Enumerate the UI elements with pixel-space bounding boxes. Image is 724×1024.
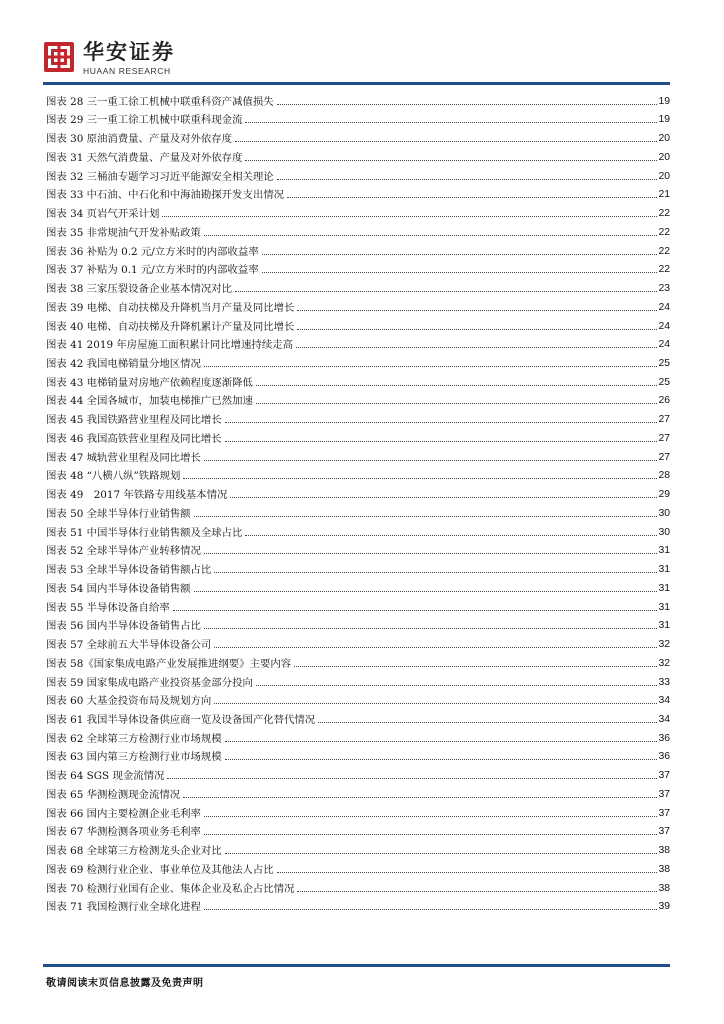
toc-dot-leader: [214, 571, 657, 573]
toc-entry[interactable]: [46, 445, 670, 464]
toc-dot-leader: [256, 684, 658, 686]
toc-entry-page-number[interactable]: 37: [658, 770, 670, 782]
toc-entry[interactable]: [46, 651, 670, 670]
toc-dot-leader: [204, 908, 658, 910]
toc-entry-page-number[interactable]: 39: [658, 901, 670, 913]
toc-entry[interactable]: [46, 276, 670, 295]
toc-entry-page-number[interactable]: 33: [658, 676, 670, 688]
toc-entry-label[interactable]: 图表 40 电梯、自动扶梯及升降机累计产量及同比增长: [46, 320, 295, 333]
toc-entry-label[interactable]: 图表 71 我国检测行业全球化进程: [46, 901, 201, 914]
toc-dot-leader: [194, 515, 658, 517]
toc-entry[interactable]: [46, 482, 670, 501]
toc-entry-page-number[interactable]: 24: [658, 339, 670, 351]
toc-entry[interactable]: [46, 689, 670, 708]
toc-entry[interactable]: [46, 595, 670, 614]
toc-entry[interactable]: [46, 670, 670, 689]
toc-entry-label[interactable]: 图表 49 2017 年铁路专用线基本情况: [46, 489, 228, 502]
toc-dot-leader: [167, 777, 657, 779]
toc-entry-page-number[interactable]: 27: [658, 451, 670, 463]
toc-dot-leader: [297, 309, 657, 311]
toc-entry[interactable]: [46, 126, 670, 145]
toc-entry-page-number[interactable]: 30: [658, 507, 670, 519]
toc-entry[interactable]: [46, 876, 670, 895]
toc-entry-label[interactable]: 图表 28 三一重工徐工机械中联重科资产减值损失: [46, 95, 274, 108]
toc-entry[interactable]: [46, 426, 670, 445]
logo-english-name: HUAAN RESEARCH: [83, 66, 171, 76]
toc-dot-leader: [194, 590, 658, 592]
toc-dot-leader: [204, 833, 658, 835]
logo-wordmark: [83, 40, 175, 77]
toc-entry-label[interactable]: 图表 59 国家集成电路产业投资基金部分投向: [46, 676, 253, 689]
toc-entry-label[interactable]: 图表 47 城轨营业里程及同比增长: [46, 451, 201, 464]
toc-entry-page-number[interactable]: 36: [658, 732, 670, 744]
toc-entry-page-number[interactable]: 20: [658, 151, 670, 163]
toc-entry[interactable]: [46, 314, 670, 333]
toc-entry-page-number[interactable]: 22: [658, 226, 670, 238]
toc-entry-label[interactable]: 图表 38 三家压裂设备企业基本情况对比: [46, 283, 233, 296]
toc-entry-label[interactable]: 图表 50 全球半导体行业销售额: [46, 507, 191, 520]
toc-entry[interactable]: [46, 801, 670, 820]
toc-entry[interactable]: [46, 407, 670, 426]
toc-dot-leader: [296, 346, 657, 348]
toc-entry[interactable]: [46, 632, 670, 651]
toc-entry[interactable]: [46, 539, 670, 558]
toc-entry[interactable]: [46, 838, 670, 857]
toc-entry[interactable]: [46, 389, 670, 408]
toc-entry-page-number[interactable]: 38: [658, 863, 670, 875]
toc-entry[interactable]: [46, 501, 670, 520]
toc-dot-leader: [297, 328, 657, 330]
toc-entry-label[interactable]: 图表 32 三桶油专题学习习近平能源安全相关理论: [46, 170, 274, 183]
toc-entry[interactable]: [46, 239, 670, 258]
toc-entry-page-number[interactable]: 32: [658, 657, 670, 669]
toc-entry-label[interactable]: 图表 52 全球半导体产业转移情况: [46, 545, 201, 558]
toc-entry[interactable]: [46, 258, 670, 277]
toc-entry-label[interactable]: 图表 62 全球第三方检测行业市场规模: [46, 732, 222, 745]
toc-entry-page-number[interactable]: 31: [658, 564, 670, 576]
toc-entry-label[interactable]: 图表 46 我国高铁营业里程及同比增长: [46, 432, 222, 445]
toc-entry-label[interactable]: 图表 36 补贴为 0.2 元/立方米时的内部收益率: [46, 245, 259, 258]
toc-entry-page-number[interactable]: 20: [658, 133, 670, 145]
toc-dot-leader: [245, 534, 657, 536]
disclaimer-note: 敬请阅读末页信息披露及免责声明: [46, 978, 204, 989]
toc-entry-page-number[interactable]: 37: [658, 788, 670, 800]
toc-entry-page-number[interactable]: 22: [658, 264, 670, 276]
toc-dot-leader: [204, 459, 658, 461]
toc-entry-label[interactable]: 图表 58《国家集成电路产业发展推进纲要》主要内容: [46, 657, 292, 670]
toc-dot-leader: [294, 665, 657, 667]
toc-entry-page-number[interactable]: 20: [658, 170, 670, 182]
page-header: [0, 0, 724, 88]
toc-entry[interactable]: [46, 745, 670, 764]
toc-dot-leader: [173, 609, 658, 611]
toc-dot-leader: [214, 702, 657, 704]
header-rule: [43, 82, 670, 85]
toc-entry[interactable]: [46, 164, 670, 183]
toc-entry-page-number[interactable]: 37: [658, 807, 670, 819]
toc-dot-leader: [183, 477, 657, 479]
toc-entry[interactable]: [46, 183, 670, 202]
toc-entry[interactable]: [46, 220, 670, 239]
toc-entry-label[interactable]: 图表 67 华测检测各项业务毛利率: [46, 826, 201, 839]
toc-entry-label[interactable]: 图表 48 “八横八纵”铁路规划: [46, 470, 181, 483]
toc-entry-label[interactable]: 图表 65 华测检测现金流情况: [46, 788, 181, 801]
toc-entry-label[interactable]: 图表 64 SGS 现金流情况: [46, 770, 165, 783]
toc-entry-label[interactable]: 图表 69 检测行业企业、事业单位及其他法人占比: [46, 863, 274, 876]
toc-entry-page-number[interactable]: 31: [658, 545, 670, 557]
toc-dot-leader: [214, 646, 657, 648]
toc-entry-page-number[interactable]: 23: [658, 283, 670, 295]
toc-entry-label[interactable]: 图表 33 中石油、中石化和中海油勘探开发支出情况: [46, 189, 285, 202]
toc-entry-label[interactable]: 图表 34 页岩气开采计划: [46, 208, 160, 221]
toc-entry[interactable]: [46, 89, 670, 108]
toc-entry-label[interactable]: 图表 66 国内主要检测企业毛利率: [46, 807, 201, 820]
toc-entry-label[interactable]: 图表 30 原油消费量、产量及对外依存度: [46, 133, 233, 146]
toc-entry-page-number[interactable]: 32: [658, 639, 670, 651]
toc-entry-page-number[interactable]: 24: [658, 301, 670, 313]
toc-dot-leader: [162, 215, 657, 217]
toc-entry[interactable]: [46, 820, 670, 839]
toc-dot-leader: [287, 196, 657, 198]
toc-entry-label[interactable]: 图表 60 大基金投资布局及规划方向: [46, 695, 212, 708]
toc-entry-label[interactable]: 图表 35 非常规油气开发补贴政策: [46, 226, 201, 239]
toc-entry-label[interactable]: 图表 68 全球第三方检测龙头企业对比: [46, 845, 222, 858]
toc-entry[interactable]: [46, 351, 670, 370]
toc-entry-page-number[interactable]: 28: [658, 470, 670, 482]
toc-dot-leader: [235, 140, 657, 142]
toc-entry-page-number[interactable]: 31: [658, 582, 670, 594]
toc-dot-leader: [277, 103, 658, 105]
toc-entry-page-number[interactable]: 36: [658, 751, 670, 763]
toc-entry[interactable]: [46, 370, 670, 389]
toc-entry[interactable]: [46, 464, 670, 483]
toc-entry[interactable]: [46, 763, 670, 782]
toc-entry[interactable]: [46, 707, 670, 726]
figure-index-list: [46, 89, 670, 913]
toc-entry-page-number[interactable]: 21: [658, 189, 670, 201]
toc-dot-leader: [183, 796, 657, 798]
toc-entry[interactable]: [46, 295, 670, 314]
toc-entry-page-number[interactable]: 22: [658, 245, 670, 257]
toc-entry[interactable]: [46, 782, 670, 801]
toc-entry-label[interactable]: 图表 54 国内半导体设备销售额: [46, 582, 191, 595]
toc-entry-page-number[interactable]: 19: [658, 95, 670, 107]
toc-entry-page-number[interactable]: 25: [658, 358, 670, 370]
toc-entry[interactable]: [46, 333, 670, 352]
toc-entry[interactable]: [46, 520, 670, 539]
toc-entry-page-number[interactable]: 38: [658, 845, 670, 857]
toc-entry-page-number[interactable]: 38: [658, 882, 670, 894]
toc-dot-leader: [297, 890, 657, 892]
toc-dot-leader: [204, 815, 658, 817]
toc-dot-leader: [256, 402, 658, 404]
toc-dot-leader: [245, 121, 657, 123]
toc-entry-page-number[interactable]: 31: [658, 620, 670, 632]
toc-dot-leader: [225, 852, 658, 854]
toc-dot-leader: [277, 871, 658, 873]
toc-entry[interactable]: [46, 726, 670, 745]
toc-entry-label[interactable]: 图表 44 全国各城市，加装电梯推广已然加速: [46, 395, 253, 408]
toc-entry-label[interactable]: 图表 57 全球前五大半导体设备公司: [46, 639, 212, 652]
toc-entry-label[interactable]: 图表 51 中国半导体行业销售额及全球占比: [46, 526, 243, 539]
toc-entry-label[interactable]: 图表 29 三一重工徐工机械中联重科现金流: [46, 114, 243, 127]
toc-entry-page-number[interactable]: 25: [658, 376, 670, 388]
toc-entry-page-number[interactable]: 27: [658, 432, 670, 444]
toc-entry-label[interactable]: 图表 37 补贴为 0.1 元/立方米时的内部收益率: [46, 264, 259, 277]
toc-entry-label[interactable]: 图表 61 我国半导体设备供应商一览及设备国产化替代情况: [46, 713, 316, 726]
toc-entry-label[interactable]: 图表 56 国内半导体设备销售占比: [46, 620, 201, 633]
toc-entry[interactable]: [46, 576, 670, 595]
toc-entry-label[interactable]: 图表 31 天然气消费量、产量及对外依存度: [46, 151, 243, 164]
toc-entry[interactable]: [46, 895, 670, 914]
toc-entry-label[interactable]: 图表 43 电梯销量对房地产依赖程度逐渐降低: [46, 376, 253, 389]
toc-dot-leader: [230, 496, 657, 498]
toc-entry-label[interactable]: 图表 55 半导体设备自给率: [46, 601, 170, 614]
toc-entry[interactable]: [46, 108, 670, 127]
toc-entry-page-number[interactable]: 26: [658, 395, 670, 407]
toc-dot-leader: [225, 758, 658, 760]
toc-dot-leader: [204, 552, 658, 554]
logo-chinese-name: 华安证券: [83, 39, 175, 64]
toc-entry-label[interactable]: 图表 39 电梯、自动扶梯及升降机当月产量及同比增长: [46, 301, 295, 314]
toc-entry-label[interactable]: 图表 41 2019 年房屋施工面积累计同比增速持续走高: [46, 339, 293, 352]
toc-entry-label[interactable]: 图表 45 我国铁路营业里程及同比增长: [46, 414, 222, 427]
toc-dot-leader: [318, 721, 657, 723]
toc-entry-label[interactable]: 图表 53 全球半导体设备销售额占比: [46, 564, 212, 577]
toc-dot-leader: [245, 159, 657, 161]
toc-dot-leader: [262, 271, 658, 273]
huaan-logo-icon: [43, 41, 75, 73]
footer-rule: [43, 964, 670, 967]
toc-dot-leader: [235, 290, 657, 292]
toc-entry-page-number[interactable]: 37: [658, 826, 670, 838]
toc-entry-page-number[interactable]: 24: [658, 320, 670, 332]
toc-entry-page-number[interactable]: 22: [658, 208, 670, 220]
toc-entry-label[interactable]: 图表 70 检测行业国有企业、集体企业及私企占比情况: [46, 882, 295, 895]
toc-entry-page-number[interactable]: 29: [658, 489, 670, 501]
toc-entry-label[interactable]: 图表 63 国内第三方检测行业市场规模: [46, 751, 222, 764]
toc-entry-label[interactable]: 图表 42 我国电梯销量分地区情况: [46, 358, 201, 371]
toc-entry-page-number[interactable]: 34: [658, 695, 670, 707]
toc-dot-leader: [225, 440, 658, 442]
toc-dot-leader: [204, 627, 658, 629]
toc-entry[interactable]: [46, 557, 670, 576]
toc-entry[interactable]: [46, 614, 670, 633]
toc-dot-leader: [277, 178, 658, 180]
toc-entry-page-number[interactable]: 19: [658, 114, 670, 126]
toc-dot-leader: [204, 234, 658, 236]
toc-dot-leader: [225, 421, 658, 423]
toc-entry[interactable]: [46, 201, 670, 220]
toc-entry[interactable]: [46, 145, 670, 164]
toc-entry-page-number[interactable]: 27: [658, 414, 670, 426]
toc-entry-page-number[interactable]: 30: [658, 526, 670, 538]
toc-dot-leader: [262, 253, 658, 255]
toc-entry-page-number[interactable]: 34: [658, 713, 670, 725]
toc-dot-leader: [225, 740, 658, 742]
toc-entry-page-number[interactable]: 31: [658, 601, 670, 613]
toc-dot-leader: [256, 384, 658, 386]
toc-entry[interactable]: [46, 857, 670, 876]
toc-dot-leader: [204, 365, 658, 367]
